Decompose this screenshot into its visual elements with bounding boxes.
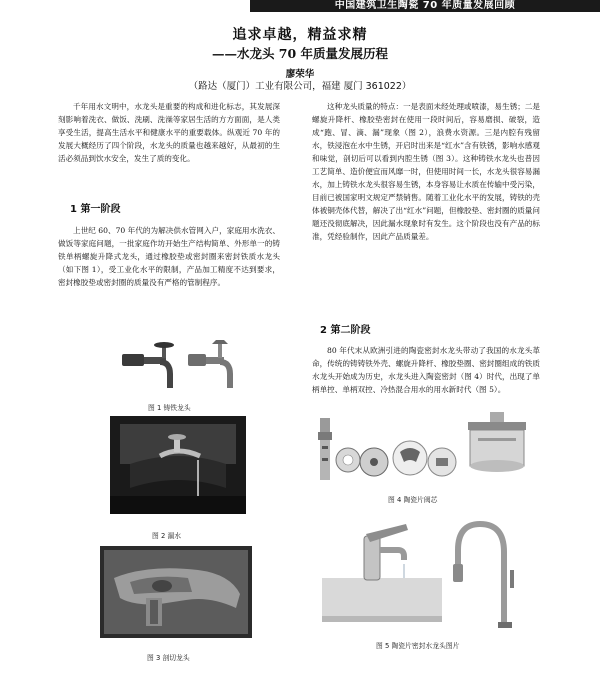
section1-paragraph: 上世纪 60、70 年代的为解决供水管网入户，家庭用水洗衣、做饭等家庭问题，一批家庭作坊开始生产结构简单、外形单一的铸铁单柄螺旋升降式龙头，通过橡胶垫或密封圈来密封铁质水龙头（如下图 1），受工业化水平的限制，产品加工精度不达到要求，密封橡胶垫或密封圈的质量没有严格的管制程序。 <box>58 226 280 287</box>
section2-paragraph: 80 年代末从欧洲引进的陶瓷密封水龙头带动了我国的水龙头革命，传统的铸铸铁外壳、螺旋升降杆、橡胶垫圈、密封圈组成的铁质水龙头开始成为历史，水龙头进入陶瓷密封（图 4）时代，出现了单柄单控、单柄双控、冷热混合用水的用水新时代（图 5）。 <box>312 346 540 394</box>
intro-paragraph: 千年用水文明中，水龙头是重要的构成和进化标志，其发展深刻影响着洗衣、做饭、洗刷、洗澡等家居生活的方方面面，是人类享受生活，提高生活水平和健康水平的重要载体。纵观近 70 年的发展大概经历了四个阶段，水龙头的质量也越来越好，从最初的生活必须品到饮水安全，发生了质的变化。 <box>58 102 280 163</box>
article-author: 廖荣华 <box>285 69 315 80</box>
figure-4-caption: 图 4 陶瓷片阀芯 <box>388 496 438 504</box>
figure-5-ceramic-sealed-faucets <box>318 506 540 634</box>
section2-heading: 2 第二阶段 <box>320 325 371 336</box>
figure-1-cast-iron-faucets <box>108 340 248 398</box>
figure-2-caption: 图 2 漏水 <box>152 532 182 540</box>
figure-3-caption: 图 3 剖切龙头 <box>147 654 190 662</box>
journal-header-band: 中国建筑卫生陶瓷 70 年质量发展回顾 <box>250 0 600 12</box>
figure-2-leaking-faucet <box>110 416 246 514</box>
right-paragraph: 这种龙头质量的特点：一是表面未经处理或喷漆，易生锈；二是螺旋升降杆、橡胶垫密封在使用一段时间后，容易磨损、破裂，造成“跑、冒、滴、漏”现象（图 2），浪费水资源。三是内腔有残留水，铁浸泡在水中生锈，开启时出来是“红水”含有铁锈，影响水感观和味觉，剖切后可以看到内腔生锈（图 3）。这种铸铁水龙头也普因工艺简单、造价便宜而风靡一时，但使用时间一长，水龙头很容易漏水，加上铸铁水龙头很容易生锈，本身容易让水质在传输中受污染，目前已被国家明文规定严禁销售。随着工业化水平的发展，铸铁的壳体被铜壳体代替，解决了出“红水”问题，但橡胶垫、密封圈的质量问题还没彻底解决，因此漏水现象时有发生。这个阶段也没有产品的标准，凭经验制作，因此产品质量差。 <box>312 102 540 241</box>
article-subtitle: ——水龙头 70 年质量发展历程 <box>211 46 389 61</box>
figure-1-caption: 图 1 铸铁龙头 <box>148 404 191 412</box>
figure-4-ceramic-cartridges <box>318 412 540 490</box>
figure-3-cut-faucet <box>100 546 252 638</box>
article-title: 追求卓越，精益求精 <box>232 27 368 43</box>
figure-5-caption: 图 5 陶瓷片密封水龙头图片 <box>376 642 460 650</box>
section1-heading: 1 第一阶段 <box>70 204 121 215</box>
article-affiliation: （路达（厦门）工业有限公司，福建 厦门 361022） <box>188 81 412 92</box>
